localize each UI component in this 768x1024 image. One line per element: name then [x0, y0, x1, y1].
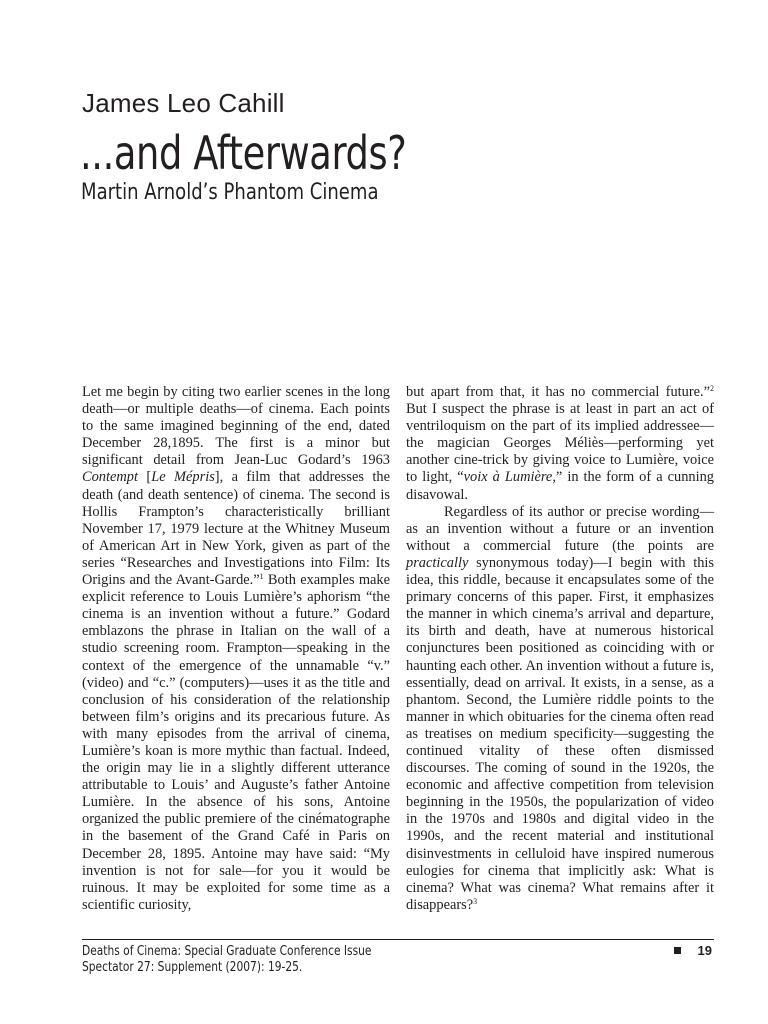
film-title-contempt: Contempt	[82, 469, 138, 486]
paragraph-1-continued	[406, 384, 714, 504]
page-number-block	[674, 943, 712, 958]
text-run: But I suspect the phrase is at least in part an act of ventriloquism on the part of its implied addressee—the magician Georges Méliès—performing yet another cine-trick by giving voice to Lumière, voice to light, “	[406, 401, 714, 486]
square-bullet-icon	[674, 947, 681, 954]
text-run: Regardless of its author or precise wording—as an invention without a future or an invention without a commercial future (the points are	[406, 503, 714, 554]
text-run: ,” in the form of a cunning disavowal.	[406, 469, 714, 503]
film-title-le-mepris: Le Mépris	[151, 469, 215, 486]
text-run: Both examples make explicit reference to Louis Lumière’s aphorism “the cinema is an invention without a future.” Godard emblazons the phrase in Italian on the wall of a studio screening room. Frampton—speaking in the context of the emergence of the unnamable “v.” (video) and “c.” (computers)—uses it as the title and conclusion of his consideration of the relationship between film’s origins and its precarious future. As with many episodes from the arrival of cinema, Lumière’s koan is more mythic than factual. Indeed, the origin may lie in a slightly different utterance attributable to Louis’ and Auguste’s father Antoine Lumière. In the absence of his sons, Antoine organized the public premiere of the cinématographe in the basement of the Grand Café in Paris on December 28, 1895. Antoine may have said: “My invention is not for sale—for you it would be ruinous. It may be exploited for some time as a scientific curiosity,	[82, 572, 390, 913]
italic-phrase: voix à Lumière	[463, 469, 553, 486]
text-run: synonymous today)—I begin with this idea, this riddle, because it encapsulates some of the primary concerns of this paper. First, it emphasizes the manner in which cinema’s arrival and departure, its birth and death, have at numerous historical conjunctures been positioned as coinciding with or haunting each other. An invention without a future is, essentially, dead on arrival. It exists, in a sense, as a phantom. Second, the Lumière riddle points to the manner in which obituaries for the cinema often read as treatises on medium specificity—suggesting the continued vitality of these often dismissed discourses. The coming of sound in the 1920s, the economic and affective competition from television beginning in the 1950s, the popularization of video in the 1970s and 1980s and digital video in the 1990s, and the recent material and institutional disinvestments in celluloid have inspired numerous eulogies for cinema that implicitly ask: What is cinema? What was cinema? What remains after it disappears?	[406, 554, 714, 913]
page-number: 19	[697, 943, 712, 958]
text-run: [	[137, 469, 152, 486]
footnote-ref-2[interactable]: 2	[710, 384, 714, 393]
text-run: but apart from that, it has no commercial future.”	[406, 384, 710, 400]
footnote-ref-3[interactable]: 3	[473, 896, 478, 906]
footer-rule	[82, 939, 714, 940]
footer-volume-pages: Spectator 27: Supplement (2007): 19-25.	[82, 960, 303, 975]
italic-word: practically	[406, 554, 469, 571]
body-column-left	[82, 384, 390, 914]
footer-citation	[82, 944, 371, 976]
footnote-ref-1[interactable]: 1	[259, 572, 264, 582]
article-subtitle: Martin Arnold’s Phantom Cinema	[81, 180, 379, 205]
text-run: Let me begin by citing two earlier scenes in the long death—or multiple deaths—of cinema. Each points to the same imagined beginning of the end, dated December 28,1895. The first is a minor but significant detail from Jean-Luc Godard’s 1963	[82, 384, 390, 469]
body-column-right	[406, 384, 714, 914]
paragraph-2	[406, 504, 714, 914]
author-name: James Leo Cahill	[82, 88, 285, 118]
paragraph-1	[82, 384, 390, 914]
text-run: ], a film that addresses the death (and death sentence) of cinema. The second is Hollis Frampton’s characteristically brilliant November 17, 1979 lecture at the Whitney Museum of American Art in New York, given as part of the series “Researches and Investigations into Film: Its Origins and the Avant-Garde.”	[82, 469, 391, 589]
footer-journal-issue: Deaths of Cinema: Special Graduate Conference Issue	[82, 944, 372, 959]
article-title: ...and Afterwards?	[80, 126, 407, 180]
